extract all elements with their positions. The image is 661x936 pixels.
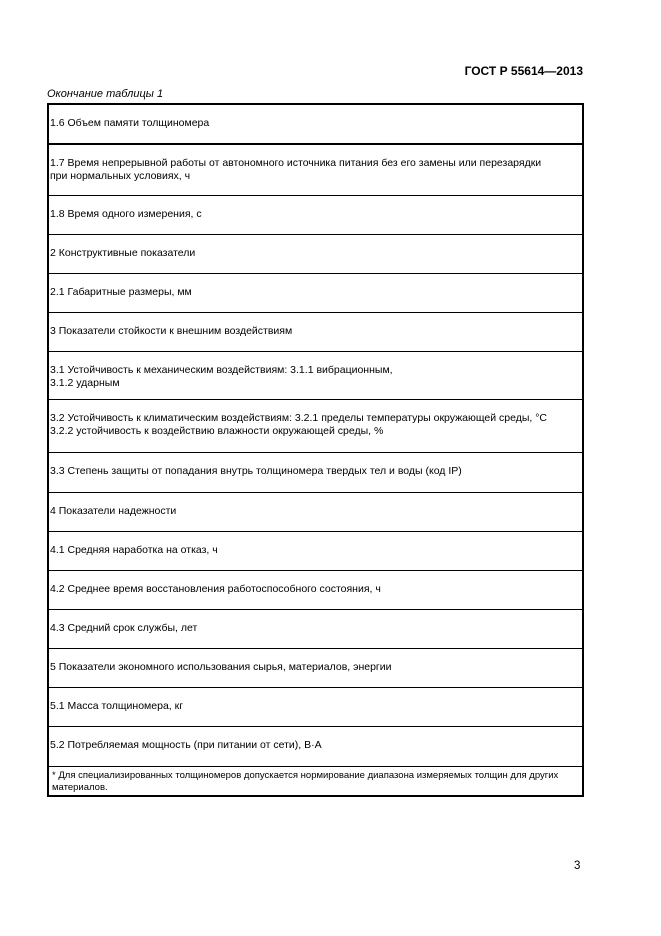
table-row bbox=[49, 235, 582, 274]
table-row bbox=[49, 493, 582, 532]
table-caption: Окончание таблицы 1 bbox=[47, 88, 164, 100]
row-text: при нормальных условиях, ч bbox=[50, 169, 191, 182]
table-row bbox=[49, 453, 582, 493]
page-number: 3 bbox=[574, 860, 581, 872]
table-row bbox=[49, 532, 582, 571]
row-text: 2.1 Габаритные размеры, мм bbox=[50, 286, 192, 298]
table-row bbox=[49, 352, 582, 400]
table-row bbox=[49, 145, 582, 196]
table-row bbox=[49, 196, 582, 235]
document-header: ГОСТ Р 55614—2013 bbox=[464, 64, 583, 78]
row-text: 3.1 Устойчивость к механическим воздействиям: 3.1.1 вибрационным, bbox=[50, 364, 393, 376]
table-row bbox=[49, 649, 582, 688]
row-text: 3.2 Устойчивость к климатическим воздействиям: 3.2.1 пределы температуры окружающей среды, °С bbox=[50, 412, 548, 424]
row-text: 2 Конструктивные показатели bbox=[50, 247, 196, 259]
table-row bbox=[49, 727, 582, 766]
table-row bbox=[49, 313, 582, 352]
row-text: 3 Показатели стойкости к внешним воздействиям bbox=[50, 325, 293, 337]
row-text: 1.6 Объем памяти толщиномера bbox=[50, 117, 210, 129]
table-row bbox=[49, 274, 582, 313]
row-text: 3.1.2 ударным bbox=[50, 376, 120, 389]
table-row bbox=[49, 571, 582, 610]
row-text: 5.1 Масса толщиномера, кг bbox=[50, 700, 184, 712]
table bbox=[47, 103, 584, 797]
row-text: 4.2 Среднее время восстановления работоспособного состояния, ч bbox=[50, 583, 381, 595]
row-text: 3.2.2 устойчивость к воздействию влажности окружающей среды, % bbox=[50, 424, 384, 437]
row-text: 1.7 Время непрерывной работы от автономного источника питания без его замены или перезарядки bbox=[50, 157, 542, 169]
table-row bbox=[49, 400, 582, 453]
table-footnote: * Для специализированных толщиномеров допускается нормирование диапазона измеряемых толщин для других материалов. bbox=[49, 766, 582, 795]
row-text: 1.8 Время одного измерения, с bbox=[50, 208, 202, 220]
table-row bbox=[49, 105, 582, 145]
row-text: 4.3 Средний срок службы, лет bbox=[50, 622, 198, 634]
row-text: 4 Показатели надежности bbox=[50, 505, 177, 517]
row-text: 3.3 Степень защиты от попадания внутрь толщиномера твердых тел и воды (код IP) bbox=[50, 465, 462, 477]
row-text: 5.2 Потребляемая мощность (при питании от сети), В·А bbox=[50, 739, 322, 751]
row-text: 5 Показатели экономного использования сырья, материалов, энергии bbox=[50, 661, 392, 673]
row-text: 4.1 Средняя наработка на отказ, ч bbox=[50, 544, 218, 556]
table-row bbox=[49, 610, 582, 649]
table-row bbox=[49, 688, 582, 727]
